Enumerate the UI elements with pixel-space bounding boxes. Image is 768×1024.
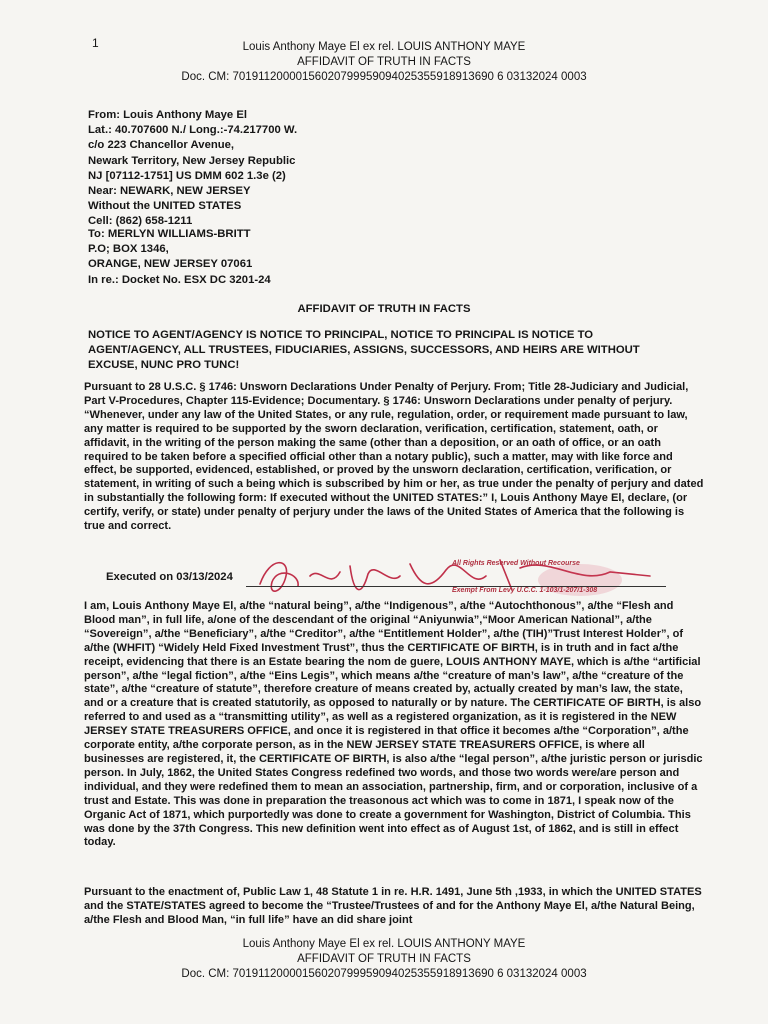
to-line: P.O; BOX 1346, (88, 243, 169, 256)
signature-image (250, 546, 670, 606)
footer-line-1: Louis Anthony Maye El ex rel. LOUIS ANTHONY MAYE (242, 938, 526, 950)
to-line: To: MERLYN WILLIAMS-BRITT (88, 228, 251, 240)
identity-text: I am, Louis Anthony Maye El, a/the “natural being”, a/the “Indigenous”, a/the “Autochthonous”, a/the “Flesh and Blood man”, in full life, a/one of the descendant of the original “Aniyunwia”,“Moor American National”, a/the “Sovereign”, a/the “Beneficiary”, a/the “Creditor”, a/the “Entitlement Holder”, a/the (TIH)”Trust Interest Holder”, of a/the (WHFIT) “Widely Held Fixed Investment Trust”, thus the CERTIFICATE OF BIRTH, is in truth and in fact a/the receipt, evidencing that there is an Estate bearing the nom de guere, LOUIS ANTHONY MAYE, which is a/the “artificial person”, a/the “legal fiction”, a/the “Eins Legis”, which means a/the “creature of man’s law”, a/the “creature of the state”, a/the “creature of statute”, therefore creature of means created by, actually created by man’s law, the state, and or a creature that is created statutorily, as opposed to naturally or by nature. The CERTIFICATE OF BIRTH, is also referred to and used as a “transmitting utility”, as well as a registered organization, as it is registered in the NEW JERSEY STATE TREASURERS OFFICE, and once it is registered in that office it becomes a/the “Corporation”, a/the corporate entity, a/the corporate person, as in the NEW JERSEY STATE TREASURERS OFFICE, is where all businesses are registered, it, the CERTIFICATE OF BIRTH, is also a/the “legal person”, a/the juristic person or jurisdic person. In July, 1862, the United States Congress redefined two words, and those two words were/are person and individual, and they were redefined them to mean an association, partnership, firm, and or corporation, inclusive of a trust and Estate. This was done in preparation the treasonous act which was to come in 1871, I speak now of the Organic Act of 1871, which purportedly was done to create a government for Washington, District of Columbia. This was done by the 37th Congress. This new definition went into effect as of August 1st, of 1862, and is still in effect today. (84, 600, 703, 849)
header-line-1: Louis Anthony Maye El ex rel. LOUIS ANTHONY MAYE (242, 41, 526, 53)
declaration-paragraph (84, 381, 704, 534)
footer-line-2: AFFIDAVIT OF TRUTH IN FACTS (297, 953, 471, 965)
page-footer (0, 937, 768, 982)
header-line-3: Doc. CM: 70191120000156020799959094025355918913690 6 03132024 0003 (181, 71, 587, 83)
document-title: AFFIDAVIT OF TRUTH IN FACTS (297, 303, 471, 315)
stamp-top-text: All Rights Reserved Without Recourse (452, 560, 580, 567)
from-line: From: Louis Anthony Maye El (88, 109, 248, 121)
from-address-block (88, 108, 297, 230)
from-line: Lat.: 40.707600 N./ Long.:-74.217700 W. (88, 124, 298, 137)
public-law-paragraph (84, 886, 704, 928)
executed-date: Executed on 03/13/2024 (106, 571, 233, 583)
declaration-text: Pursuant to 28 U.S.C. § 1746: Unsworn Declarations Under Penalty of Perjury. From; Title 28-Judiciary and Judicial, Part V-Procedures, Chapter 115-Evidence; Documentary. § 1746: Unsworn Declarations under penalty of perjury. “Whenever, under any law of the United States, or any rule, regulation, order, or requirement made pursuant to law, any matter is required to be supported by the sworn declaration, verification, certification, statement, oath, or affidavit, in the writing of the person making the same (other than a deposition, or an oath of office, or an oath required to be taken before a specified official other than a notary public), such a matter, may with like force and effect, be supported, evidenced, established, or proved by the unsworn declaration, certification, verification, or statement, in writing of such a being which is subscribed by him or her, as true under the penalty of perjury and dated in substantially the following form: If executed without the UNITED STATES:” I, Louis Anthony Maye El, declare, (or certify, verify, or state) under penalty of perjury under the laws of the United States of America that the following is true and correct. (84, 381, 704, 533)
from-line: Cell: (862) 658-1211 (88, 215, 193, 228)
header-line-2: AFFIDAVIT OF TRUTH IN FACTS (297, 56, 471, 68)
to-line: ORANGE, NEW JERSEY 07061 (88, 258, 253, 271)
to-address-block (88, 227, 271, 288)
identity-paragraph (84, 600, 704, 850)
from-line: NJ [07112-1751] US DMM 602 1.3e (2) (88, 169, 286, 182)
from-line: Newark Territory, New Jersey Republic (88, 154, 296, 167)
from-line: c/o 223 Chancellor Avenue, (88, 139, 235, 152)
from-line: Without the UNITED STATES (88, 200, 242, 213)
page-number: 1 (92, 36, 99, 50)
to-line: In re.: Docket No. ESX DC 3201-24 (88, 273, 271, 286)
from-line: Near: NEWARK, NEW JERSEY (88, 185, 251, 198)
stamp-bottom-text: Exempt From Levy U.C.C. 1-103/1-207/1-308 (452, 587, 598, 594)
footer-line-3: Doc. CM: 70191120000156020799959094025355918913690 6 03132024 0003 (181, 968, 587, 980)
notice-paragraph: NOTICE TO AGENT/AGENCY IS NOTICE TO PRINCIPAL, NOTICE TO PRINCIPAL IS NOTICE TO AGENT/AGENCY, ALL TRUSTEES, FIDUCIARIES, ASSIGNS, SUCCESSORS, AND HEIRS ARE WITHOUT EXCUSE, NUNC PRO TUNC! (88, 329, 640, 372)
public-law-text: Pursuant to the enactment of, Public Law 1, 48 Statute 1 in re. H.R. 1491, June 5th ,1933, in which the UNITED STATES and the STATE/STATES agreed to become the “Trustee/Trustees of and for the Anthony Maye El, a/the Natural Being, a/the Flesh and Blood Man, “in full life” have an did share joint (84, 886, 702, 926)
page-header (0, 40, 768, 85)
